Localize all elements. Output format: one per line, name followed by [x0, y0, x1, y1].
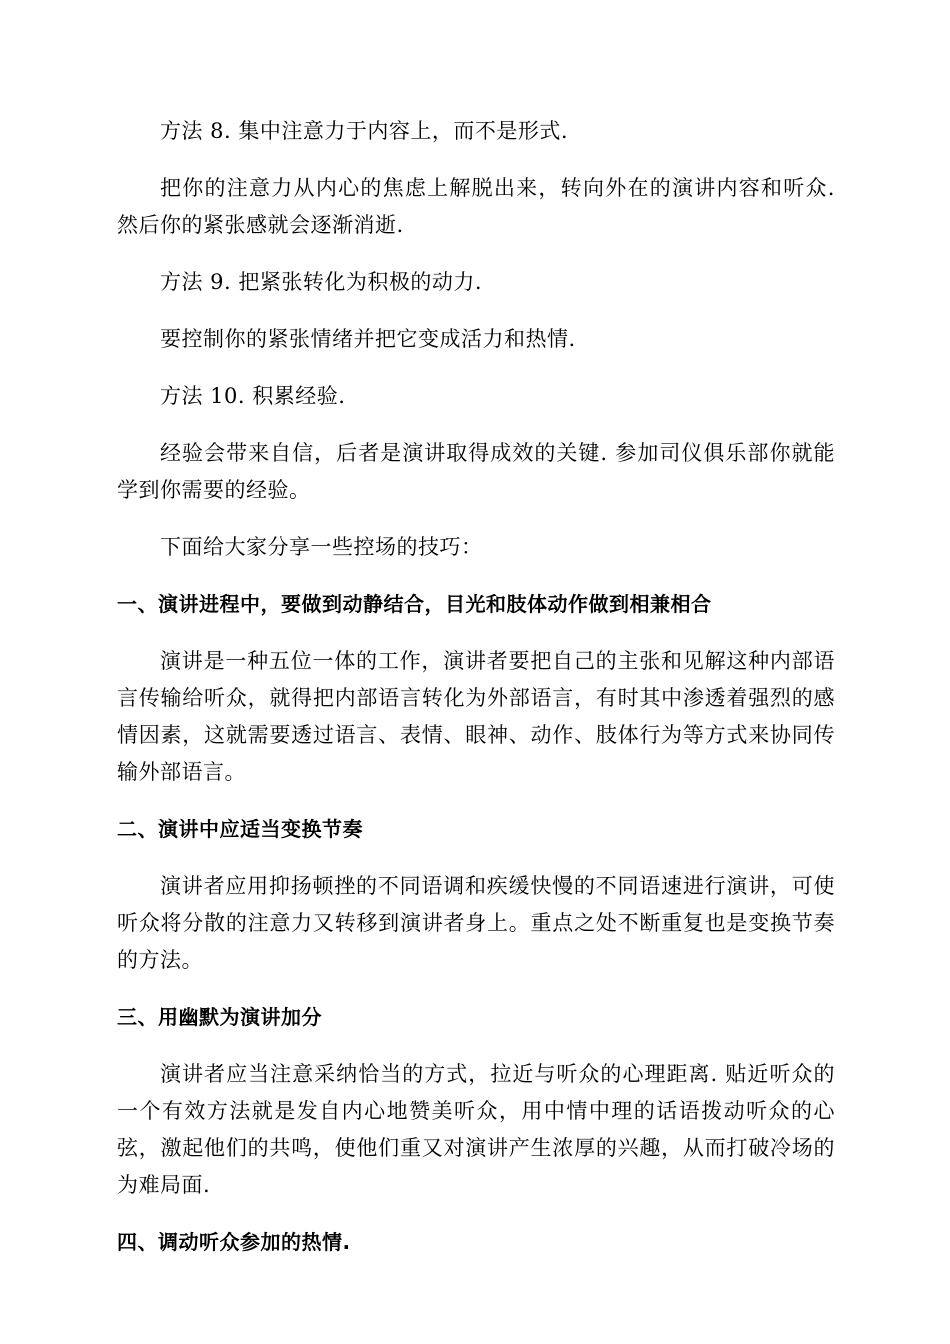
tip-3-heading: 三、用幽默为演讲加分 — [117, 1005, 322, 1029]
intro-tips: 下面给大家分享一些控场的技巧： — [160, 535, 483, 559]
method-10-title: 方法 10. 积累经验. — [160, 384, 346, 408]
document-body — [117, 113, 835, 1281]
tip-1-body: 演讲是一种五位一体的工作，演讲者要把自己的主张和见解这种内部语言传输给听众，就得把内部语言转化为外部语言，有时其中渗透着强烈的感情因素，这就需要透过语言、表情、眼神、动作、肢体行为等方式来协同传输外部语言。 — [117, 649, 835, 784]
method-9-title: 方法 9. 把紧张转化为积极的动力. — [160, 270, 483, 294]
tip-2-body: 演讲者应用抑扬顿挫的不同语调和疾缓快慢的不同语速进行演讲，可使听众将分散的注意力又转移到演讲者身上。重点之处不断重复也是变换节奏的方法。 — [117, 874, 835, 972]
method-8-body: 把你的注意力从内心的焦虑上解脱出来，转向外在的演讲内容和听众. 然后你的紧张感就会逐渐消逝. — [117, 176, 835, 237]
method-10-body: 经验会带来自信，后者是演讲取得成效的关键. 参加司仪俱乐部你就能学到你需要的经验。 — [117, 441, 835, 502]
tip-4-heading: 四、调动听众参加的热情. — [117, 1230, 351, 1254]
tip-3-body: 演讲者应当注意采纳恰当的方式，拉近与听众的心理距离. 贴近听众的一个有效方法就是发自内心地赞美听众，用中情中理的话语拨动听众的心弦，激起他们的共鸣，使他们重又对演讲产生浓厚的兴趣，从而打破冷场的为难局面. — [117, 1062, 835, 1197]
method-8-title: 方法 8. 集中注意力于内容上，而不是形式. — [160, 119, 569, 143]
tip-1-heading: 一、演讲进程中，要做到动静结合，目光和肢体动作做到相兼相合 — [117, 592, 712, 616]
tip-2-heading: 二、演讲中应适当变换节奏 — [117, 817, 363, 841]
method-9-body: 要控制你的紧张情绪并把它变成活力和热情. — [160, 327, 576, 351]
